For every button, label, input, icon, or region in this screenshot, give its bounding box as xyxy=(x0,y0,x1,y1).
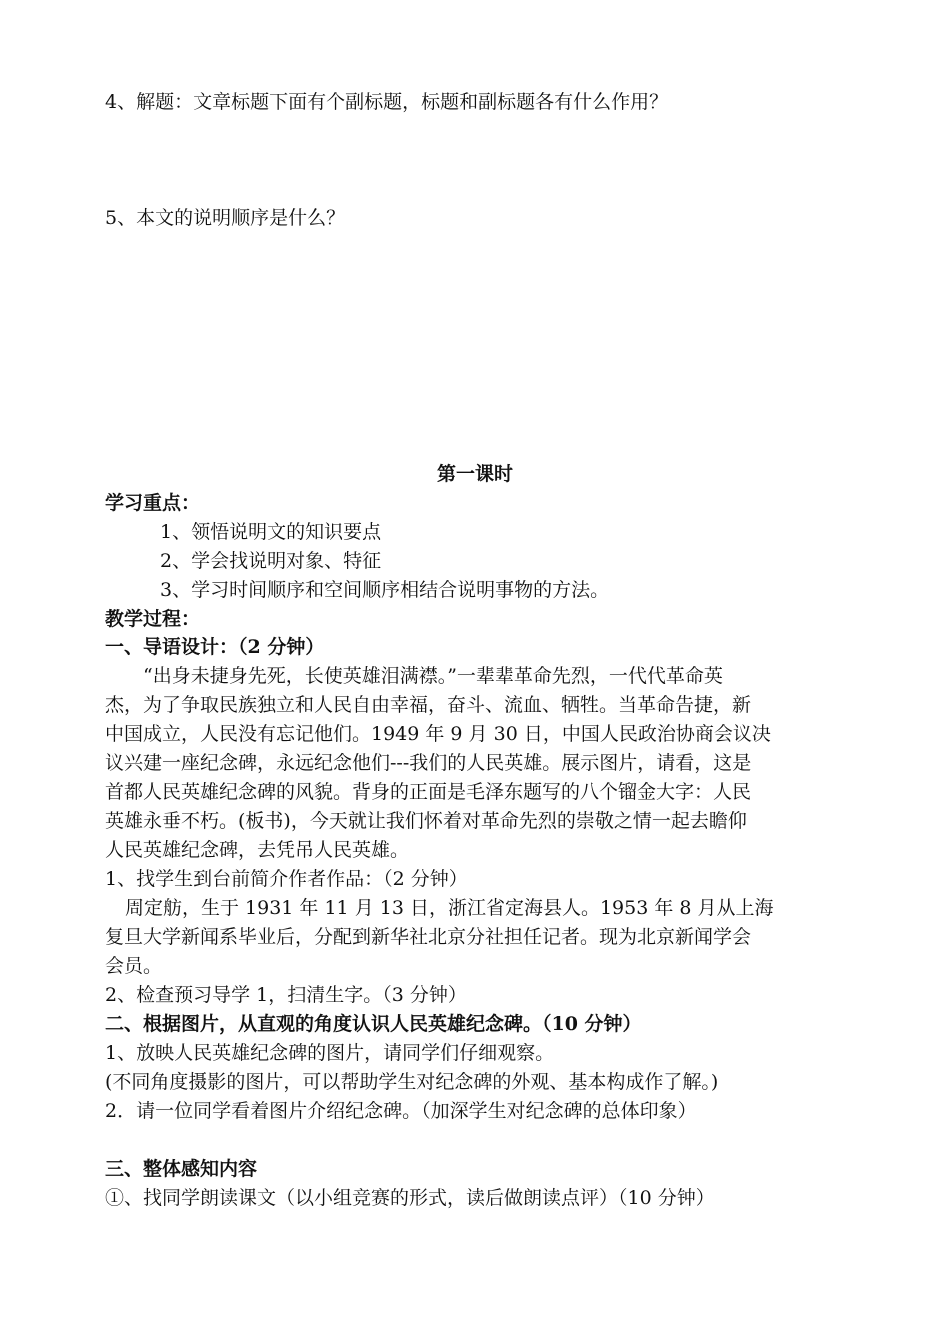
focus-heading: 学习重点： xyxy=(105,492,201,514)
section2-step1: 1、放映人民英雄纪念碑的图片，请同学们仔细观察。 xyxy=(105,1042,555,1064)
intro-line-5: 首都人民英雄纪念碑的风貌。背身的正面是毛泽东题写的八个镏金大字：人民 xyxy=(105,781,752,803)
focus-item-2: 2、学会找说明对象、特征 xyxy=(160,550,382,572)
intro-line-4: 议兴建一座纪念碑，永远纪念他们---我们的人民英雄。展示图片，请看，这是 xyxy=(105,752,752,774)
section1-step2: 2、检查预习导学 1，扫清生字。（3 分钟） xyxy=(105,984,467,1006)
section2-heading: 二、根据图片，从直观的角度认识人民英雄纪念碑。（10 分钟） xyxy=(105,1013,642,1035)
process-heading: 教学过程： xyxy=(105,608,201,630)
section1-heading: 一、导语设计：（2 分钟） xyxy=(105,636,325,658)
focus-item-1: 1、领悟说明文的知识要点 xyxy=(160,521,382,543)
section3-heading: 三、整体感知内容 xyxy=(105,1158,258,1180)
question-4: 4、解题：文章标题下面有个副标题，标题和副标题各有什么作用？ xyxy=(105,91,669,113)
author-line-2: 复旦大学新闻系毕业后，分配到新华社北京分社担任记者。现为北京新闻学会 xyxy=(105,926,752,948)
section3-step1: ①、找同学朗读课文（以小组竞赛的形式，读后做朗读点评）（10 分钟） xyxy=(105,1187,715,1209)
intro-line-2: 杰，为了争取民族独立和人民自由幸福，奋斗、流血、牺牲。当革命告捷，新 xyxy=(105,694,752,716)
intro-line-6: 英雄永垂不朽。(板书)，今天就让我们怀着对革命先烈的崇敬之情一起去瞻仰 xyxy=(105,810,747,832)
focus-item-3: 3、学习时间顺序和空间顺序相结合说明事物的方法。 xyxy=(160,579,610,601)
section2-step2: 2．请一位同学看着图片介绍纪念碑。（加深学生对纪念碑的总体印象） xyxy=(105,1100,697,1122)
lesson-title: 第一课时 xyxy=(436,463,513,485)
author-line-1: 周定舫，生于 1931 年 11 月 13 日，浙江省定海县人。1953 年 8 月从上海 xyxy=(125,897,774,919)
section2-note: (不同角度摄影的图片，可以帮助学生对纪念碑的外观、基本构成作了解。) xyxy=(105,1071,719,1093)
section1-step1: 1、找学生到台前简介作者作品：（2 分钟） xyxy=(105,868,468,890)
intro-line-7: 人民英雄纪念碑，去凭吊人民英雄。 xyxy=(105,839,410,861)
intro-line-1: “出身未捷身先死，长使英雄泪满襟。”一辈辈革命先烈，一代代革命英 xyxy=(143,665,723,687)
intro-line-3: 中国成立，人民没有忘记他们。1949 年 9 月 30 日，中国人民政治协商会议决 xyxy=(105,723,771,745)
author-line-3: 会员。 xyxy=(105,955,163,977)
question-5: 5、本文的说明顺序是什么？ xyxy=(105,207,346,229)
